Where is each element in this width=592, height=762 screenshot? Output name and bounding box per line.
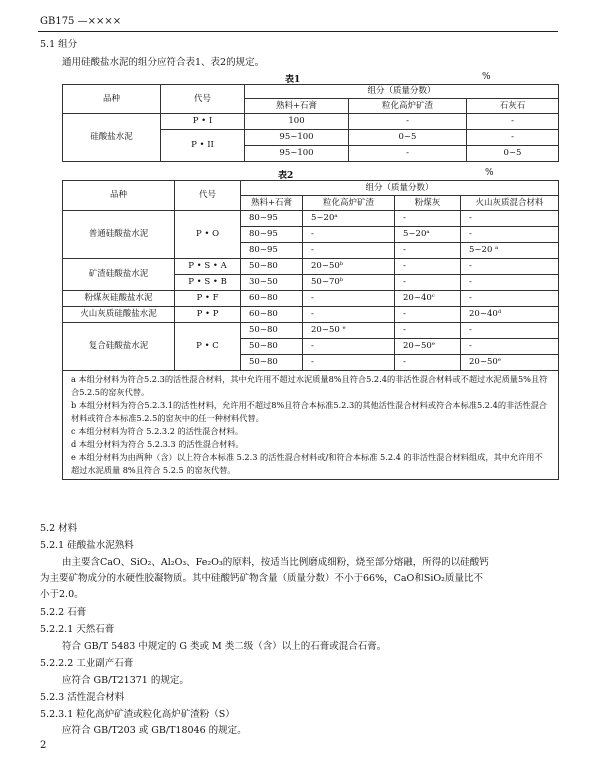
table2-cell: - [303, 355, 395, 371]
table1-code: P • II [161, 130, 245, 162]
table1-header-code: 代号 [161, 85, 245, 114]
table1-cell: - [349, 114, 467, 130]
table2-header-code: 代号 [175, 181, 241, 211]
table2-cell: 50~80 [241, 339, 303, 355]
table1-cell: - [467, 114, 559, 130]
table1-cell: 0~5 [349, 130, 467, 146]
table2-cell: 80~95 [241, 243, 303, 259]
section-5-2-2-1-heading: 5.2.2.1 天然石膏 [40, 624, 115, 635]
table2-cell: 60~80 [241, 307, 303, 323]
table2-cell: - [461, 291, 559, 307]
table2-cell: 30~50 [241, 275, 303, 291]
table1-cell: 0~5 [467, 146, 559, 162]
table2-cell: - [395, 307, 461, 323]
table2-cell: - [303, 243, 395, 259]
section-5-2-1-text-line1: 由主要含CaO、SiO₂、Al₂O₃、Fe₂O₃的原料，按适当比例磨成细粉，烧至部分熔融，所得的以硅酸钙 [62, 557, 489, 568]
table2-cell: - [461, 275, 559, 291]
table2-header-col: 火山灰质混合材料 [461, 196, 559, 211]
table1-variety: 硅酸盐水泥 [63, 114, 161, 162]
table1-cell: 95~100 [245, 146, 349, 162]
table2-variety: 矿渣硅酸盐水泥 [63, 259, 175, 291]
table2-notes [63, 371, 559, 480]
table2-code: P • S • B [175, 275, 241, 291]
table2-cell: - [395, 323, 461, 339]
table2-variety: 粉煤灰硅酸盐水泥 [63, 291, 175, 307]
table1-header-group: 组分（质量分数） [245, 85, 559, 99]
table1-header-variety: 品种 [63, 85, 161, 114]
table2-cell: - [395, 259, 461, 275]
table2-cell: 5~20 ᵃ [461, 243, 559, 259]
table2-cell: - [303, 339, 395, 355]
table1-header-col: 粒化高炉矿渣 [349, 99, 467, 114]
table2-cell: 20~40ᶜ [395, 291, 461, 307]
table2-cell: 20~50ᵉ [395, 339, 461, 355]
table2-cell: 20~50ᵇ [303, 259, 395, 275]
section-5-1-intro: 通用硅酸盐水泥的组分应符合表1、表2的规定。 [62, 57, 265, 68]
table2-note-e: e 本组分材料为由两种（含）以上符合本标准 5.2.3 的活性混合材料或/和符合本标准 5.2.4 的非活性混合材料组成，其中允许用不超过水泥质量 8%且符合 5.2.5 的窑灰代替。 [71, 452, 543, 475]
table2-cell: 20~40ᵈ [461, 307, 559, 323]
table2-cell: 50~80 [241, 259, 303, 275]
table2-cell: - [395, 211, 461, 227]
section-5-2-3-1-text: 应符合 GB/T203 或 GB/T18046 的规定。 [62, 725, 247, 736]
table2-cell: 60~80 [241, 291, 303, 307]
table2-variety: 复合硅酸盐水泥 [63, 323, 175, 371]
table2-cell: - [303, 291, 395, 307]
table2-code: P • S • A [175, 259, 241, 275]
table2-header-col: 熟料+石膏 [241, 196, 303, 211]
table2-cell: 50~80 [241, 323, 303, 339]
table2-code: P • C [175, 323, 241, 371]
table2-cell: 5~20ᵃ [395, 227, 461, 243]
table2-header-group: 组分（质量分数） [241, 181, 559, 196]
table2-cell: - [461, 339, 559, 355]
table1-code: P • I [161, 114, 245, 130]
table2-cell: 50~70ᵇ [303, 275, 395, 291]
table2 [62, 180, 559, 480]
table2-note-d: d 本组分材料为符合 5.2.3.3 的活性混合材料。 [71, 439, 244, 449]
table1-unit: % [482, 72, 491, 82]
table1-header-col: 石灰石 [467, 99, 559, 114]
table1 [62, 84, 559, 162]
table2-header-col: 粒化高炉矿渣 [303, 196, 395, 211]
table2-code: P • F [175, 291, 241, 307]
table1-header-col: 熟料+石膏 [245, 99, 349, 114]
page-number: 2 [40, 740, 47, 751]
section-5-2-2-1-text: 符合 GB/T 5483 中规定的 G 类或 M 类二级（含）以上的石膏或混合石膏。 [62, 641, 387, 652]
table2-cell: 80~95 [241, 227, 303, 243]
table2-cell: - [395, 243, 461, 259]
section-5-1-heading: 5.1 组分 [40, 39, 78, 50]
section-5-2-1-text-line2: 为主要矿物成分的水硬性胶凝物质。其中硅酸钙矿物含量（质量分数）不小于66%，CaO和SiO₂质量比不 [40, 573, 483, 584]
standard-code: GB175 —×××× [40, 16, 122, 27]
table1-cell: 95~100 [245, 130, 349, 146]
table2-cell: - [395, 275, 461, 291]
table2-code: P • P [175, 307, 241, 323]
table1-cell: - [467, 130, 559, 146]
section-5-2-heading: 5.2 材料 [40, 523, 78, 534]
header-rule [38, 31, 558, 32]
table2-cell: 80~95 [241, 211, 303, 227]
table2-note-c: c 本组分材料为符合 5.2.3.2 的活性混合材料。 [71, 426, 244, 436]
section-5-2-3-1-heading: 5.2.3.1 粒化高炉矿渣或粒化高炉矿渣粉（S） [40, 709, 235, 720]
table2-cell: - [303, 307, 395, 323]
table2-header-variety: 品种 [63, 181, 175, 211]
table2-cell: 50~80 [241, 355, 303, 371]
table2-cell: - [461, 227, 559, 243]
table2-cell: - [303, 227, 395, 243]
table2-cell: 5~20ᵃ [303, 211, 395, 227]
table2-unit: % [485, 168, 494, 178]
table2-header-col: 粉煤灰 [395, 196, 461, 211]
table2-cell: - [395, 355, 461, 371]
section-5-2-1-text-line3: 小于2.0。 [40, 589, 84, 600]
section-5-2-2-heading: 5.2.2 石膏 [40, 607, 87, 618]
table2-note-a: a 本组分材料为符合5.2.3的活性混合材料，其中允许用不超过水泥质量8%且符合5.2.4的非活性混合材料或不超过水泥质量5%且符合5.2.5的窑灰代替。 [71, 374, 548, 397]
table2-cell: - [461, 323, 559, 339]
table1-cell: - [349, 146, 467, 162]
table2-title: 表2 [278, 171, 294, 181]
table2-code: P • O [175, 211, 241, 259]
section-5-2-1-heading: 5.2.1 硅酸盐水泥熟料 [40, 540, 134, 551]
table2-cell: - [461, 259, 559, 275]
table1-title: 表1 [285, 75, 301, 85]
section-5-2-3-heading: 5.2.3 活性混合材料 [40, 692, 125, 703]
table2-cell: 20~50ᵉ [461, 355, 559, 371]
table1-cell: 100 [245, 114, 349, 130]
table2-cell: - [461, 211, 559, 227]
section-5-2-2-2-text: 应符合 GB/T21371 的规定。 [62, 675, 189, 686]
section-5-2-2-2-heading: 5.2.2.2 工业副产石膏 [40, 658, 134, 669]
table2-cell: 20~50 ᵉ [303, 323, 395, 339]
table2-variety: 火山灰质硅酸盐水泥 [63, 307, 175, 323]
table2-note-b: b 本组分材料为符合5.2.3.1的活性材料，允许用不超过8%且符合本标准5.2.3的其他活性混合材料或符合本标准5.2.4的非活性混合材料或符合本标准5.2.5的窑灰中的任一种材料代替。 [71, 400, 547, 423]
table2-variety: 普通硅酸盐水泥 [63, 211, 175, 259]
